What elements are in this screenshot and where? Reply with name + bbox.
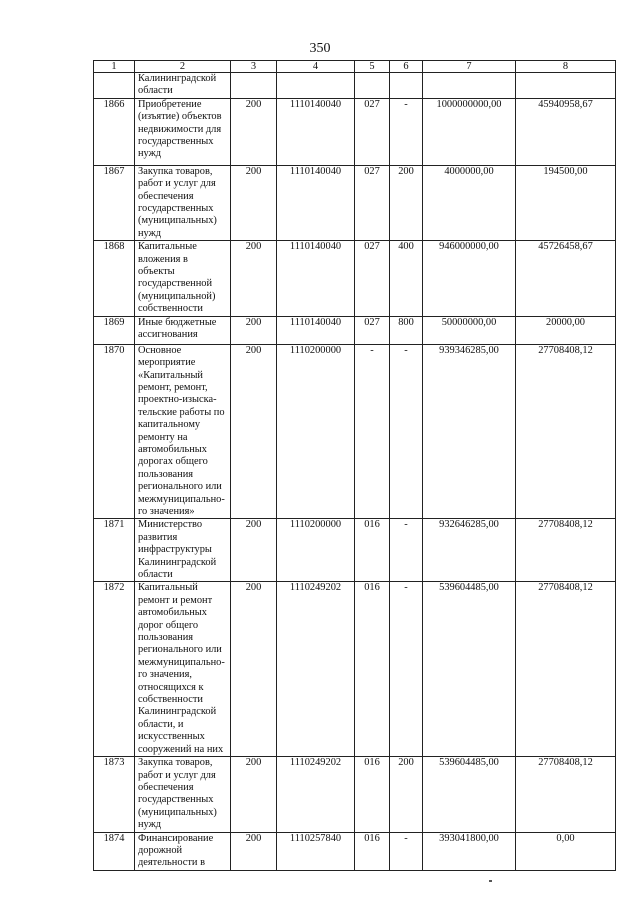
table-row (94, 241, 616, 316)
row-number: 1866 (94, 98, 135, 165)
row-description: Закупка товаров, работ и услуг для обеспечения государственных (муниципальных) нужд (135, 757, 231, 832)
row-amount-executed: 0,00 (516, 832, 616, 870)
row-amount-planned (423, 73, 516, 99)
row-expense-type: - (390, 832, 423, 870)
row-ministry-code: 016 (355, 519, 390, 582)
row-description: Калининградской области (135, 73, 231, 99)
row-expense-type: - (390, 98, 423, 165)
row-number: 1869 (94, 316, 135, 344)
row-description: Приобретение (изъятие) объектов недвижимости для государственных нужд (135, 98, 231, 165)
row-code-3: 200 (231, 316, 277, 344)
row-target-code: 1110140040 (277, 165, 355, 240)
table-row (94, 316, 616, 344)
row-code-3: 200 (231, 519, 277, 582)
row-ministry-code: 027 (355, 241, 390, 316)
scan-mark (489, 880, 492, 882)
column-number: 3 (231, 61, 277, 73)
row-amount-planned: 50000000,00 (423, 316, 516, 344)
row-target-code: 1110200000 (277, 344, 355, 519)
row-amount-planned: 939346285,00 (423, 344, 516, 519)
row-number: 1871 (94, 519, 135, 582)
row-expense-type: - (390, 519, 423, 582)
row-amount-planned: 539604485,00 (423, 582, 516, 757)
row-amount-planned: 1000000000,00 (423, 98, 516, 165)
row-ministry-code: 016 (355, 832, 390, 870)
row-expense-type: 800 (390, 316, 423, 344)
row-number: 1873 (94, 757, 135, 832)
row-number: 1868 (94, 241, 135, 316)
row-target-code: 1110140040 (277, 98, 355, 165)
row-code-3 (231, 73, 277, 99)
row-ministry-code: 027 (355, 98, 390, 165)
row-code-3: 200 (231, 582, 277, 757)
row-amount-executed (516, 73, 616, 99)
row-amount-executed: 27708408,12 (516, 757, 616, 832)
row-amount-planned: 932646285,00 (423, 519, 516, 582)
row-code-3: 200 (231, 344, 277, 519)
column-number-row (94, 61, 616, 73)
row-number: 1867 (94, 165, 135, 240)
row-ministry-code: - (355, 344, 390, 519)
row-target-code: 1110249202 (277, 582, 355, 757)
row-description: Министерство развития инфраструктуры Калининградской области (135, 519, 231, 582)
column-number: 4 (277, 61, 355, 73)
table-row (94, 73, 616, 99)
row-description: Капитальный ремонт и ремонт автомобильных дорог общего пользования регионального или межмуниципально- го значения, относящихся к собственности Калининградской области, и искусственных сооружений на них (135, 582, 231, 757)
row-code-3: 200 (231, 832, 277, 870)
row-amount-executed: 27708408,12 (516, 344, 616, 519)
row-code-3: 200 (231, 165, 277, 240)
column-number: 8 (516, 61, 616, 73)
row-number: 1872 (94, 582, 135, 757)
row-amount-planned: 539604485,00 (423, 757, 516, 832)
table-row (94, 582, 616, 757)
row-expense-type: 400 (390, 241, 423, 316)
row-ministry-code: 027 (355, 316, 390, 344)
row-number: 1870 (94, 344, 135, 519)
row-description: Закупка товаров, работ и услуг для обеспечения государственных (муниципальных) нужд (135, 165, 231, 240)
table-row (94, 832, 616, 870)
row-amount-planned: 393041800,00 (423, 832, 516, 870)
row-amount-planned: 4000000,00 (423, 165, 516, 240)
row-target-code: 1110140040 (277, 241, 355, 316)
column-number: 6 (390, 61, 423, 73)
row-ministry-code (355, 73, 390, 99)
column-number: 2 (135, 61, 231, 73)
row-amount-executed: 45726458,67 (516, 241, 616, 316)
row-amount-executed: 45940958,67 (516, 98, 616, 165)
row-number (94, 73, 135, 99)
row-number: 1874 (94, 832, 135, 870)
row-target-code: 1110249202 (277, 757, 355, 832)
row-target-code: 1110140040 (277, 316, 355, 344)
row-description: Финансирование дорожной деятельности в (135, 832, 231, 870)
table-row (94, 344, 616, 519)
row-description: Иные бюджетные ассигнования (135, 316, 231, 344)
row-target-code (277, 73, 355, 99)
row-expense-type: - (390, 582, 423, 757)
column-number: 1 (94, 61, 135, 73)
row-amount-executed: 27708408,12 (516, 582, 616, 757)
page-number: 350 (309, 41, 331, 56)
row-ministry-code: 027 (355, 165, 390, 240)
row-expense-type: - (390, 344, 423, 519)
row-ministry-code: 016 (355, 757, 390, 832)
row-description: Основное мероприятие «Капитальный ремонт, ремонт, проектно-изыска- тельские работы по капитальному ремонту на автомобильных дорогах общего пользования регионального или межмуниципально- го значения» (135, 344, 231, 519)
row-amount-executed: 27708408,12 (516, 519, 616, 582)
row-amount-executed: 20000,00 (516, 316, 616, 344)
row-code-3: 200 (231, 757, 277, 832)
table-row (94, 519, 616, 582)
column-number: 7 (423, 61, 516, 73)
row-code-3: 200 (231, 98, 277, 165)
row-description: Капитальные вложения в объекты государственной (муниципальной) собственности (135, 241, 231, 316)
row-amount-executed: 194500,00 (516, 165, 616, 240)
row-amount-planned: 946000000,00 (423, 241, 516, 316)
row-target-code: 1110200000 (277, 519, 355, 582)
row-target-code: 1110257840 (277, 832, 355, 870)
row-code-3: 200 (231, 241, 277, 316)
table-row (94, 98, 616, 165)
row-ministry-code: 016 (355, 582, 390, 757)
table-row (94, 165, 616, 240)
column-number: 5 (355, 61, 390, 73)
row-expense-type: 200 (390, 757, 423, 832)
row-expense-type: 200 (390, 165, 423, 240)
table-row (94, 757, 616, 832)
budget-table (93, 60, 616, 871)
row-expense-type (390, 73, 423, 99)
